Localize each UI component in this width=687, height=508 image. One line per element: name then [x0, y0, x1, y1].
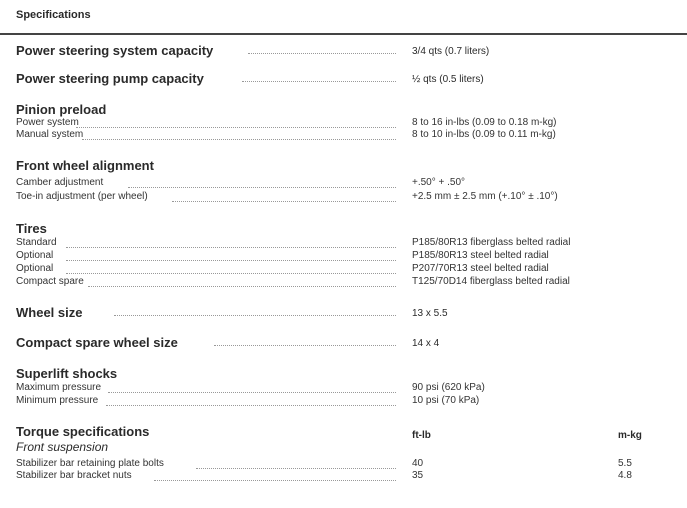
spec-row-stabilizer-bracket-nuts: [16, 470, 676, 486]
spec-row-tire-compact-spare: [16, 276, 676, 292]
torque-mkg-value: 4.8: [618, 470, 632, 481]
leader-dots: [88, 276, 396, 287]
leader-dots: [66, 263, 396, 274]
spec-label: Wheel size: [16, 305, 83, 320]
column-header-mkg: m-kg: [618, 430, 642, 441]
leader-dots: [82, 129, 396, 140]
spec-row-ps-capacity: [16, 43, 676, 59]
subsection-title-front-suspension: Front suspension: [16, 440, 109, 454]
leader-dots: [108, 382, 396, 393]
spec-label: Stabilizer bar retaining plate bolts: [16, 458, 164, 469]
spec-row-pinion-manual: [16, 129, 676, 145]
spec-value-wrap: [412, 74, 484, 85]
spec-value: +.50° + .50°: [412, 177, 466, 188]
spec-label: Power steering system capacity: [16, 43, 214, 58]
leader-dots: [172, 191, 396, 202]
torque-ftlb-value: 35: [412, 470, 424, 481]
spec-label: Optional: [16, 250, 54, 261]
spec-row-min-pressure: [16, 395, 676, 411]
section-title: Front wheel alignment: [16, 158, 154, 173]
torque-mkg-value: 5.5: [618, 458, 632, 469]
spec-value: 14 x 4: [412, 338, 440, 349]
spec-value: 3/4 qts (0.7 liters): [412, 46, 490, 57]
leader-dots: [76, 117, 396, 128]
section-title: Torque specifications: [16, 424, 150, 439]
spec-value: 8 to 16 in-lbs (0.09 to 0.18 m-kg): [412, 117, 557, 128]
section-title: Tires: [16, 221, 47, 236]
spec-label: Minimum pressure: [16, 395, 99, 406]
leader-dots: [242, 71, 396, 82]
spec-label: Power steering pump capacity: [16, 71, 204, 86]
spec-value: 13 x 5.5: [412, 308, 448, 319]
fraction-half: ½: [412, 74, 421, 85]
spec-label: Stabilizer bar bracket nuts: [16, 470, 132, 481]
spec-label: Power system: [16, 117, 79, 128]
spec-row-wheel-size: [16, 305, 676, 321]
spec-label: Manual system: [16, 129, 84, 140]
spec-value: qts (0.5 liters): [420, 74, 484, 85]
spec-row-spare-size: [16, 335, 676, 351]
column-header-ftlb: ft-lb: [412, 430, 431, 441]
spec-row-pump-capacity: [16, 71, 676, 87]
leader-dots: [66, 250, 396, 261]
spec-value: P185/80R13 steel belted radial: [412, 250, 549, 261]
page-title: Specifications: [16, 9, 91, 21]
spec-value: T125/70D14 fiberglass belted radial: [412, 276, 570, 287]
leader-dots: [248, 43, 396, 54]
leader-dots: [154, 470, 396, 481]
spec-row-toe-in: [16, 191, 676, 207]
spec-label: Optional: [16, 263, 54, 274]
torque-ftlb-value: 40: [412, 458, 424, 469]
spec-value: 10 psi (70 kPa): [412, 395, 480, 406]
leader-dots: [196, 458, 396, 469]
leader-dots: [106, 395, 396, 406]
spec-label: Toe-in adjustment (per wheel): [16, 191, 148, 202]
section-title: Pinion preload: [16, 102, 107, 117]
leader-dots: [214, 335, 396, 346]
spec-value: P185/80R13 fiberglass belted radial: [412, 237, 571, 248]
spec-label: Maximum pressure: [16, 382, 102, 393]
spec-label: Compact spare wheel size: [16, 335, 178, 350]
leader-dots: [128, 177, 396, 188]
spec-value: 90 psi (620 kPa): [412, 382, 485, 393]
spec-label: Standard: [16, 237, 57, 248]
spec-label: Camber adjustment: [16, 177, 104, 188]
leader-dots: [66, 237, 396, 248]
spec-value: +2.5 mm ± 2.5 mm (+.10° ± .10°): [412, 191, 558, 202]
spec-value: 8 to 10 in-lbs (0.09 to 0.11 m-kg): [412, 129, 556, 140]
section-title: Superlift shocks: [16, 366, 118, 381]
spec-value: P207/70R13 steel belted radial: [412, 263, 549, 274]
spec-label: Compact spare: [16, 276, 84, 287]
leader-dots: [114, 305, 396, 316]
header-bar: [0, 0, 687, 35]
